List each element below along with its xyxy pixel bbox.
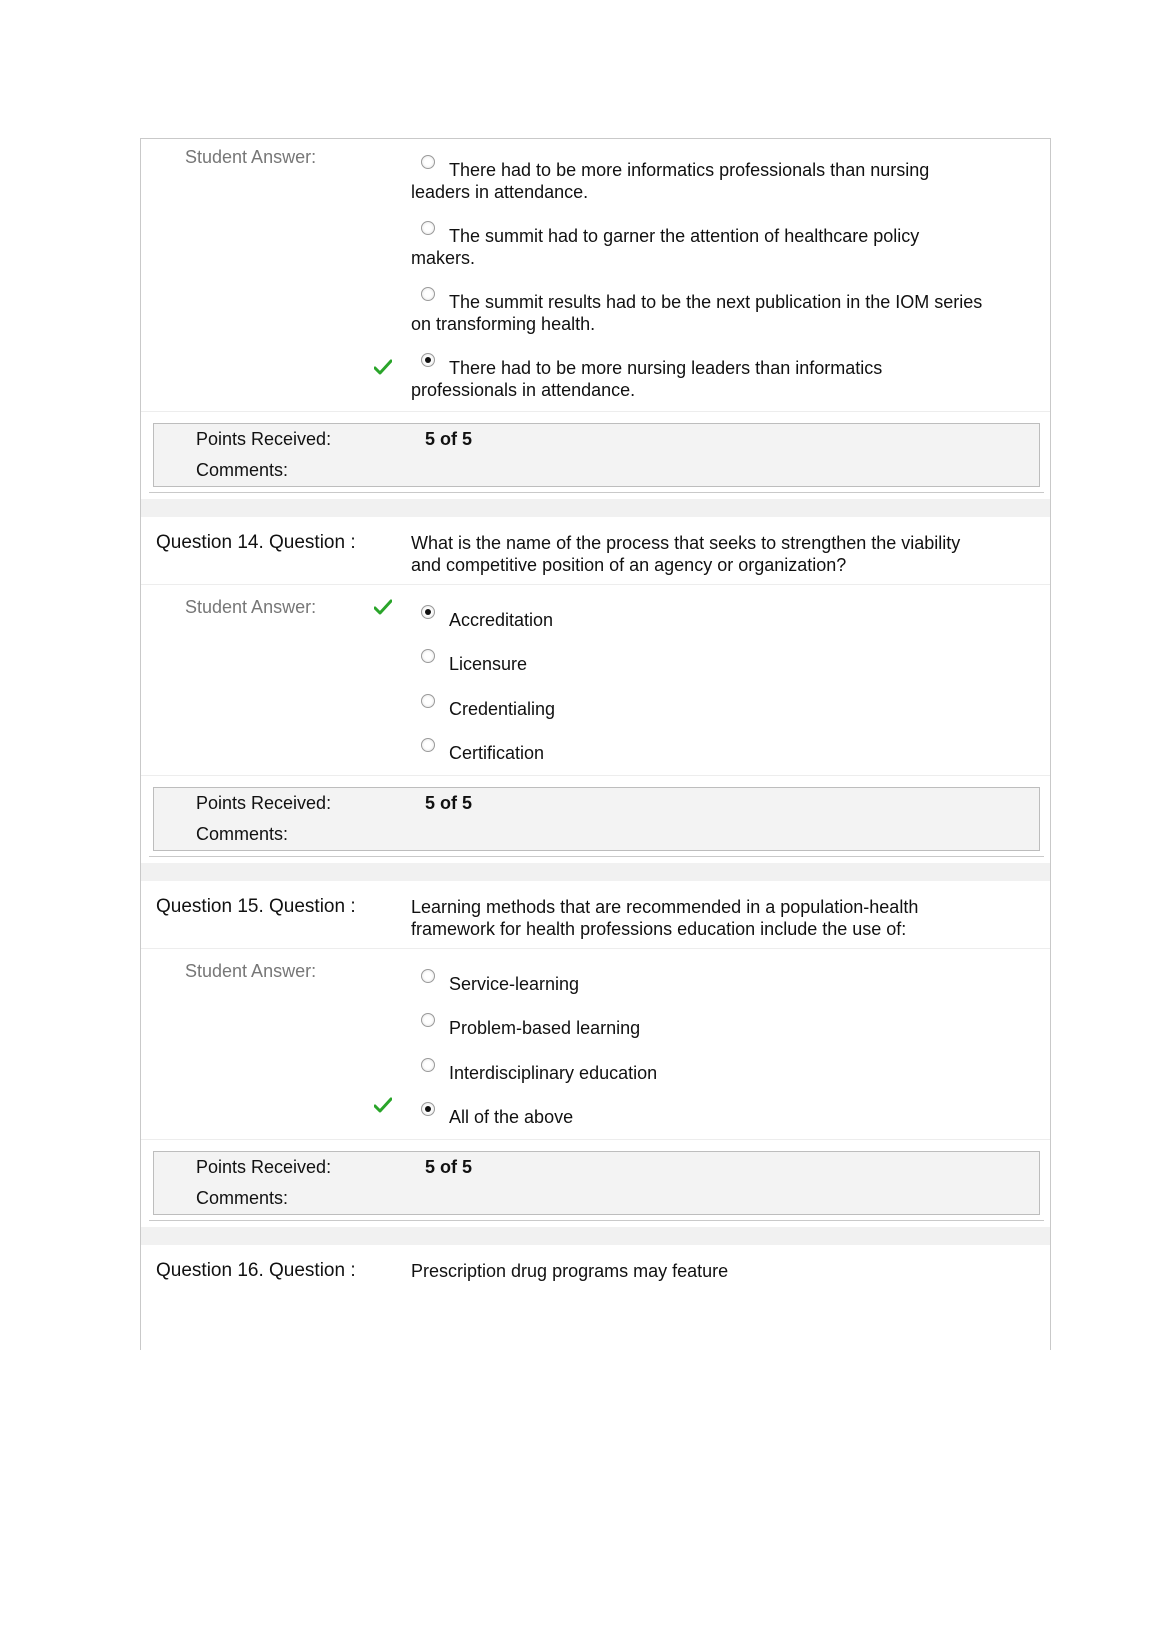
points-received-label: Points Received: [196,793,332,813]
points-received-label: Points Received: [196,429,332,449]
correct-check-icon [374,599,392,615]
block-spacer [141,499,1051,517]
answer-option-text: There had to be more nursing leaders than informatics professionals in attendance. [411,358,883,400]
points-box [153,1151,1040,1215]
points-value: 5 of 5 [425,429,473,449]
answer-radio[interactable] [421,1013,435,1027]
answer-radio[interactable] [421,694,435,708]
points-box [153,423,1040,487]
separator [149,492,1044,493]
comments-label: Comments: [196,824,289,844]
comments-label: Comments: [196,1188,289,1208]
answer-option-text: The summit had to garner the attention of healthcare policy makers. [411,226,920,268]
answer-option-text: Problem-based learning [449,1018,641,1038]
question-label: Question 15. Question : [156,896,356,917]
answer-radio[interactable] [421,738,435,752]
answer-radio[interactable] [421,1058,435,1072]
row-divider [141,411,1051,412]
points-value: 5 of 5 [425,1157,473,1177]
row-divider [141,775,1051,776]
correct-check-icon [374,359,392,375]
student-answer-label: Student Answer: [185,961,317,981]
row-divider [141,948,1051,949]
question-label: Question 16. Question : [156,1260,356,1281]
quiz-results-page [140,138,1051,1350]
block-spacer [141,863,1051,881]
answer-option-text: Interdisciplinary education [449,1063,658,1083]
answer-option-text: There had to be more informatics professionals than nursing leaders in attendance. [411,160,930,202]
question-text: What is the name of the process that seeks to strengthen the viability and competitive position of an agency or organization? [411,533,961,575]
answer-option-text: All of the above [449,1107,574,1127]
comments-label: Comments: [196,460,289,480]
block-spacer [141,1227,1051,1245]
student-answer-label: Student Answer: [185,597,317,617]
student-answer-label: Student Answer: [185,147,317,167]
points-received-label: Points Received: [196,1157,332,1177]
points-box [153,787,1040,851]
correct-check-icon [374,1097,392,1113]
answer-option-text: Accreditation [449,610,554,630]
separator [149,1220,1044,1221]
answer-radio[interactable] [421,969,435,983]
question-text: Learning methods that are recommended in a population-health framework for health professions education include the use of: [411,897,919,939]
answer-radio[interactable] [421,649,435,663]
row-divider [141,1139,1051,1140]
question-label: Question 14. Question : [156,532,356,553]
points-value: 5 of 5 [425,793,473,813]
answer-option-text: The summit results had to be the next publication in the IOM series on transforming health. [411,292,983,334]
answer-option-text: Credentialing [449,699,556,719]
answer-option-text: Service-learning [449,974,580,994]
answer-radio-selected[interactable] [421,605,435,619]
answer-option-text: Certification [449,743,545,763]
answer-radio-selected[interactable] [421,1102,435,1116]
separator [149,856,1044,857]
question-text: Prescription drug programs may feature [411,1261,729,1281]
row-divider [141,584,1051,585]
answer-option-text: Licensure [449,654,528,674]
